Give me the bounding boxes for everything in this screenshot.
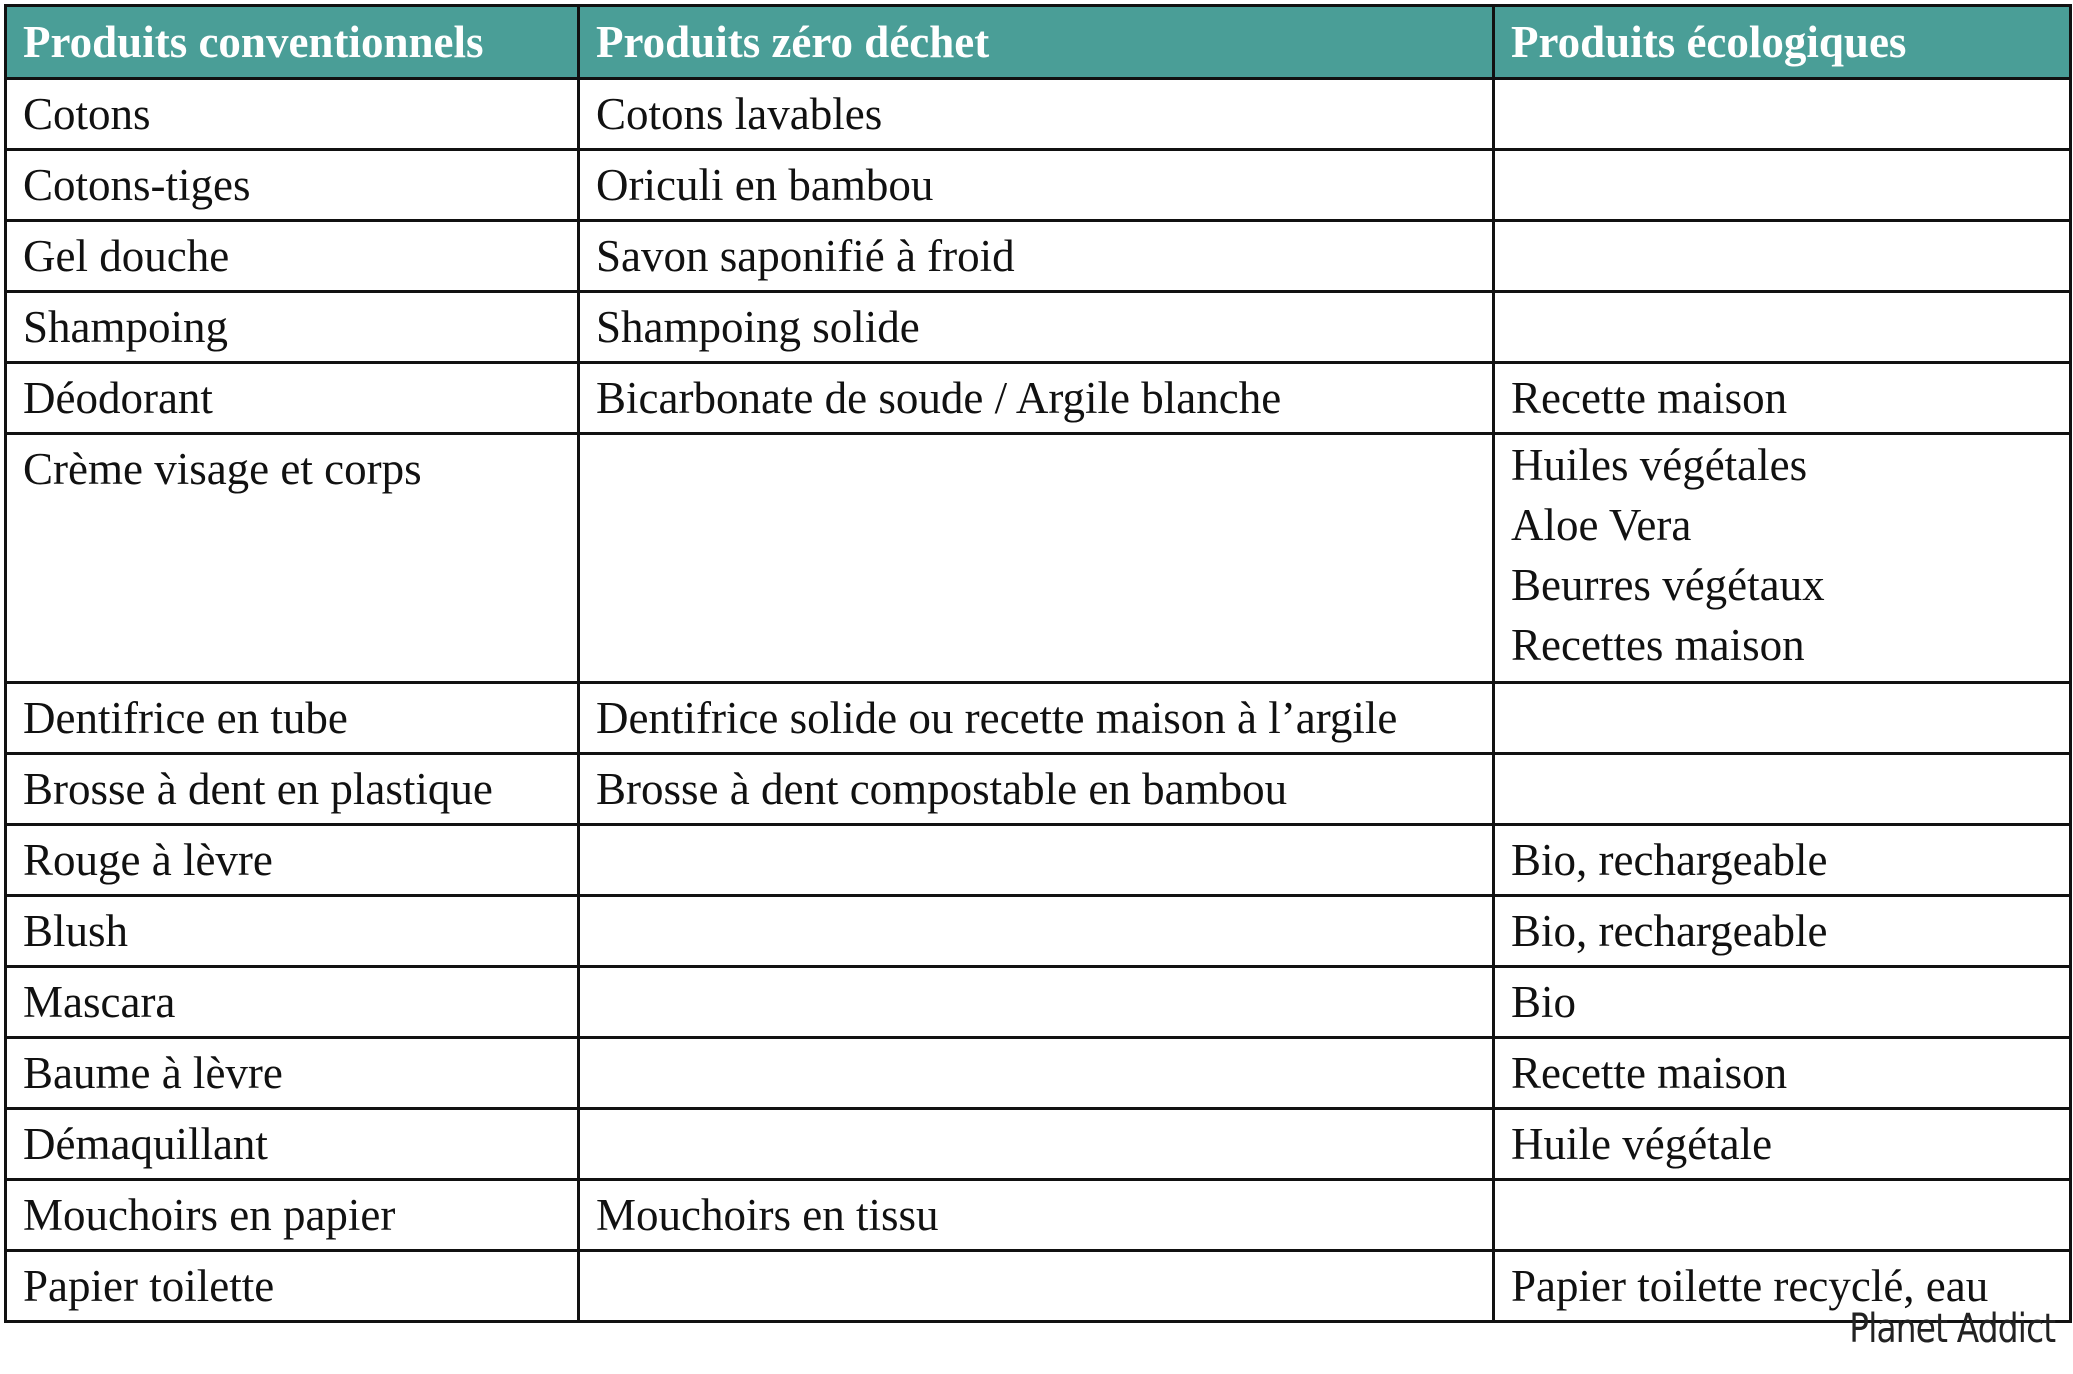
cell-ecological: Bio [1494, 967, 2071, 1038]
header-zero-waste: Produits zéro déchet [579, 6, 1494, 79]
cell-conventional: Baume à lèvre [6, 1038, 579, 1109]
cell-conventional: Dentifrice en tube [6, 683, 579, 754]
cell-ecological: Huile végétale [1494, 1109, 2071, 1180]
table-row [6, 1109, 2071, 1180]
cell-ecological: Recette maison [1494, 363, 2071, 434]
products-comparison-table [4, 4, 2072, 1323]
cell-conventional: Blush [6, 896, 579, 967]
table-row [6, 683, 2071, 754]
cell-ecological [1494, 150, 2071, 221]
table-row [6, 434, 2071, 683]
cell-conventional: Démaquillant [6, 1109, 579, 1180]
cell-zero-waste [579, 1038, 1494, 1109]
cell-line: Recettes maison [1511, 620, 1805, 670]
planet-addict-signature: Planet Addict [1848, 1306, 2055, 1352]
cell-conventional: Shampoing [6, 292, 579, 363]
cell-zero-waste [579, 434, 1494, 683]
cell-zero-waste [579, 825, 1494, 896]
cell-line: Beurres végétaux [1511, 560, 1825, 610]
cell-zero-waste: Dentifrice solide ou recette maison à l’argile [579, 683, 1494, 754]
cell-zero-waste: Oriculi en bambou [579, 150, 1494, 221]
cell-zero-waste [579, 1109, 1494, 1180]
cell-zero-waste: Cotons lavables [579, 79, 1494, 150]
cell-ecological: Recette maison [1494, 1038, 2071, 1109]
cell-conventional: Mouchoirs en papier [6, 1180, 579, 1251]
cell-ecological [1494, 434, 2071, 683]
cell-conventional: Gel douche [6, 221, 579, 292]
table-row [6, 221, 2071, 292]
cell-ecological [1494, 1180, 2071, 1251]
table-row [6, 363, 2071, 434]
cell-zero-waste [579, 1251, 1494, 1322]
cell-conventional: Papier toilette [6, 1251, 579, 1322]
header-row [6, 6, 2071, 79]
table-row [6, 1038, 2071, 1109]
cell-line: Huiles végétales [1511, 440, 1808, 490]
cell-conventional: Crème visage et corps [6, 434, 579, 683]
cell-ecological: Papier toilette recyclé, eau [1494, 1251, 2071, 1322]
cell-ecological [1494, 79, 2071, 150]
cell-conventional: Mascara [6, 967, 579, 1038]
cell-ecological [1494, 221, 2071, 292]
cell-ecological: Bio, rechargeable [1494, 896, 2071, 967]
cell-conventional: Déodorant [6, 363, 579, 434]
cell-zero-waste: Brosse à dent compostable en bambou [579, 754, 1494, 825]
cell-ecological [1494, 683, 2071, 754]
table-row [6, 79, 2071, 150]
cell-zero-waste [579, 967, 1494, 1038]
table-row [6, 896, 2071, 967]
cell-ecological: Bio, rechargeable [1494, 825, 2071, 896]
header-ecological: Produits écologiques [1494, 6, 2071, 79]
table-row [6, 1180, 2071, 1251]
cell-line: Aloe Vera [1511, 500, 1692, 550]
table-row [6, 825, 2071, 896]
cell-zero-waste: Shampoing solide [579, 292, 1494, 363]
cell-conventional: Brosse à dent en plastique [6, 754, 579, 825]
table-row [6, 292, 2071, 363]
cell-zero-waste: Savon saponifié à froid [579, 221, 1494, 292]
table-row [6, 967, 2071, 1038]
cell-ecological [1494, 754, 2071, 825]
cell-conventional: Cotons [6, 79, 579, 150]
cell-ecological [1494, 292, 2071, 363]
cell-zero-waste [579, 896, 1494, 967]
cell-zero-waste: Mouchoirs en tissu [579, 1180, 1494, 1251]
table-row [6, 150, 2071, 221]
table-row [6, 754, 2071, 825]
cell-zero-waste: Bicarbonate de soude / Argile blanche [579, 363, 1494, 434]
header-conventional: Produits conventionnels [6, 6, 579, 79]
table-row [6, 1251, 2071, 1322]
cell-conventional: Rouge à lèvre [6, 825, 579, 896]
cell-conventional: Cotons-tiges [6, 150, 579, 221]
